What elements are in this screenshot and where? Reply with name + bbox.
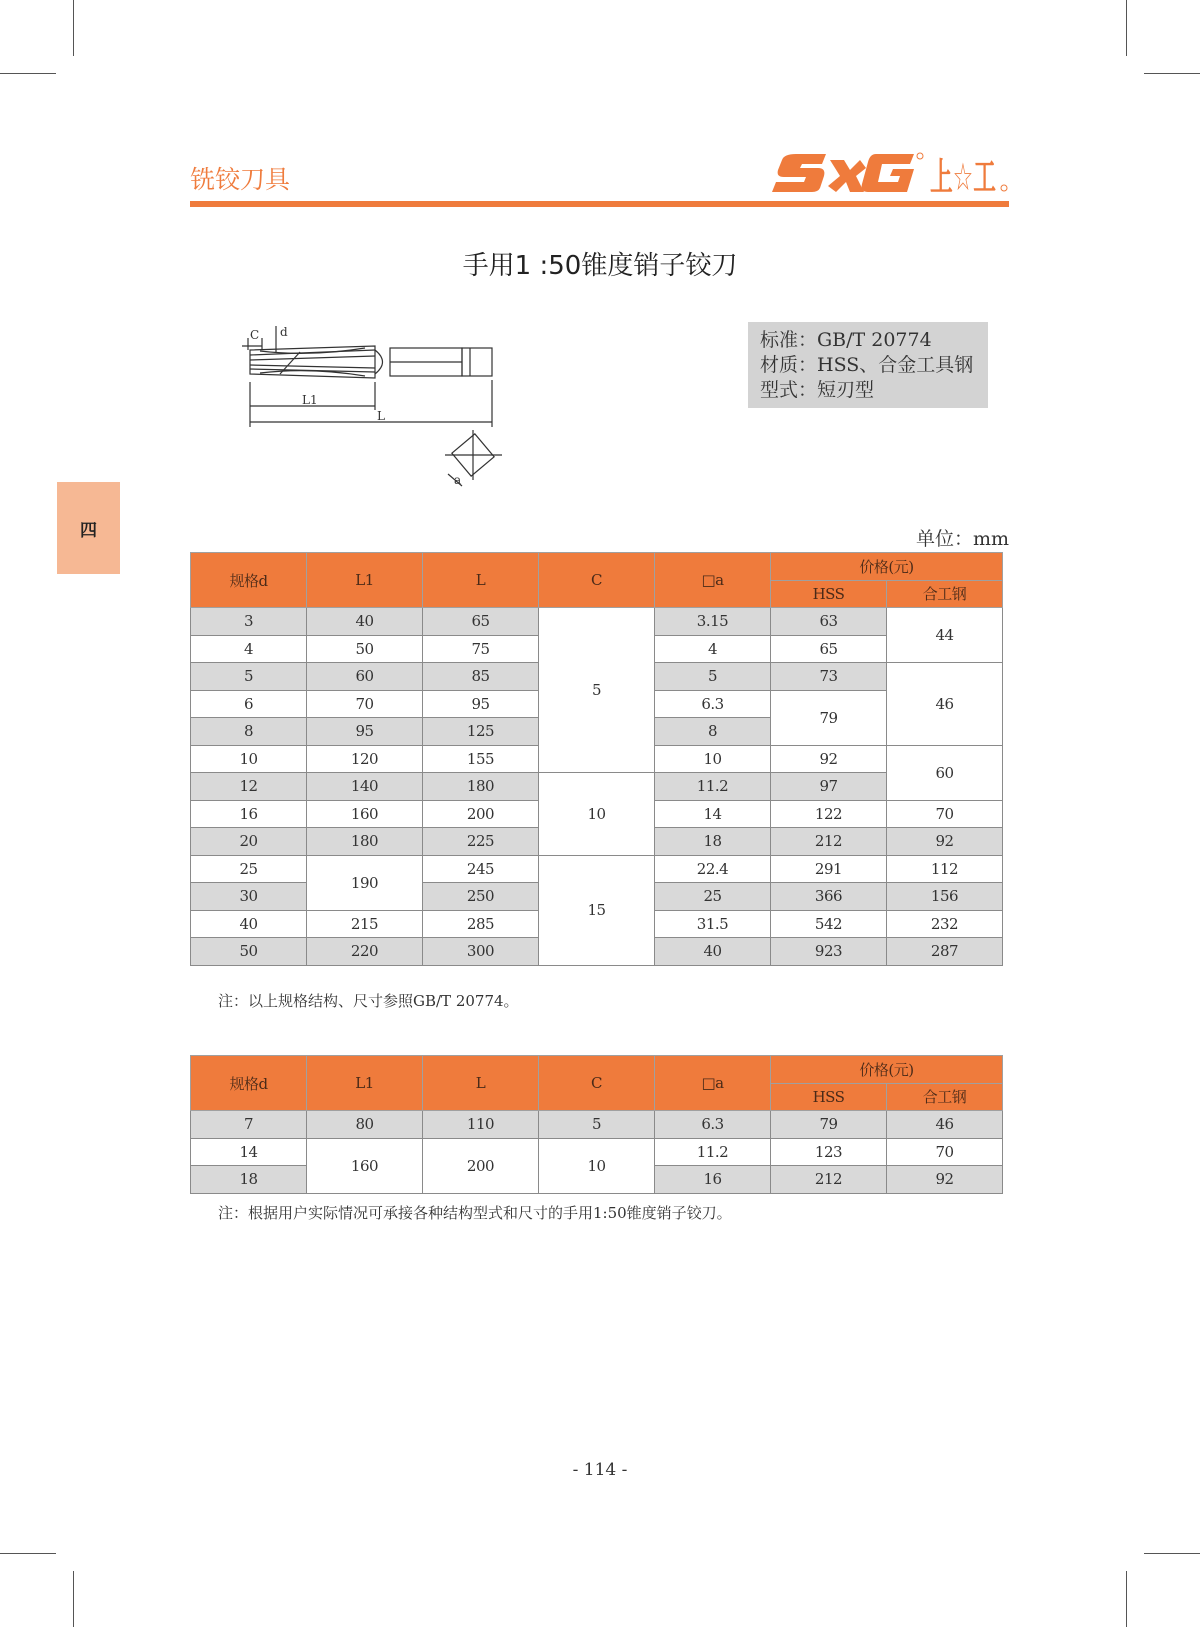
spec-box <box>748 322 988 408</box>
label-a: a <box>454 473 462 487</box>
cell-d: 30 <box>191 883 307 911</box>
col-header-l: L <box>423 1056 539 1111</box>
table-row <box>191 608 1003 636</box>
cell-d: 50 <box>191 938 307 966</box>
col-header-alloy: 合工钢 <box>887 580 1003 608</box>
label-d: d <box>280 325 288 339</box>
cell-l: 95 <box>423 690 539 718</box>
cell-l: 75 <box>423 635 539 663</box>
cell-a: 6.3 <box>655 690 771 718</box>
col-header-l1: L1 <box>307 553 423 608</box>
table-row <box>191 773 1003 801</box>
cell-l1: 180 <box>307 828 423 856</box>
spec-type: 型式：短刃型 <box>760 379 875 401</box>
page-title: 手用1 :50锥度销子铰刀 <box>462 251 738 281</box>
cell-l1: 215 <box>307 910 423 938</box>
cell-l: 155 <box>423 745 539 773</box>
cell-d: 10 <box>191 745 307 773</box>
cell-hss: 212 <box>771 1166 887 1194</box>
cell-a: 4 <box>655 635 771 663</box>
cell-l: 285 <box>423 910 539 938</box>
cell-a: 6.3 <box>655 1111 771 1139</box>
cell-hss: 97 <box>771 773 887 801</box>
col-header-c: C <box>539 1056 655 1111</box>
cell-a: 8 <box>655 718 771 746</box>
label-l1: L1 <box>302 393 318 407</box>
cell-l1: 70 <box>307 690 423 718</box>
cell-alloy: 112 <box>887 855 1003 883</box>
cell-hss: 542 <box>771 910 887 938</box>
col-header-d: 规格d <box>191 1056 307 1111</box>
cell-a: 31.5 <box>655 910 771 938</box>
cell-d: 6 <box>191 690 307 718</box>
cell-d: 8 <box>191 718 307 746</box>
cell-l: 225 <box>423 828 539 856</box>
col-header-l1: L1 <box>307 1056 423 1111</box>
cell-a: 40 <box>655 938 771 966</box>
col-header-hss: HSS <box>771 1083 887 1111</box>
reamer-drawing <box>240 322 530 497</box>
spec-table-1 <box>190 552 1003 966</box>
cell-l1: 120 <box>307 745 423 773</box>
col-header-price: 价格(元) <box>771 553 1003 581</box>
cell-d: 14 <box>191 1138 307 1166</box>
brand-logo <box>770 150 1010 199</box>
cell-a: 18 <box>655 828 771 856</box>
chapter-tab: 四 <box>57 482 120 574</box>
cell-l1: 60 <box>307 663 423 691</box>
cell-alloy: 44 <box>887 608 1003 663</box>
cell-d: 16 <box>191 800 307 828</box>
cell-d: 25 <box>191 855 307 883</box>
cell-hss: 212 <box>771 828 887 856</box>
cell-l1: 140 <box>307 773 423 801</box>
cell-a: 10 <box>655 745 771 773</box>
cell-hss: 122 <box>771 800 887 828</box>
cell-l: 65 <box>423 608 539 636</box>
crop-mark <box>73 0 74 56</box>
cell-l1: 190 <box>307 855 423 910</box>
cell-hss: 923 <box>771 938 887 966</box>
crop-mark <box>73 1571 74 1627</box>
col-header-a: □a <box>655 553 771 608</box>
cell-hss: 73 <box>771 663 887 691</box>
cell-l: 180 <box>423 773 539 801</box>
cell-d: 4 <box>191 635 307 663</box>
cell-alloy: 156 <box>887 883 1003 911</box>
cell-c: 5 <box>539 608 655 773</box>
col-header-alloy: 合工钢 <box>887 1083 1003 1111</box>
cell-d: 7 <box>191 1111 307 1139</box>
cell-l: 250 <box>423 883 539 911</box>
cell-d: 18 <box>191 1166 307 1194</box>
cell-a: 22.4 <box>655 855 771 883</box>
cell-alloy: 92 <box>887 828 1003 856</box>
cell-hss: 123 <box>771 1138 887 1166</box>
cell-hss: 79 <box>771 690 887 745</box>
crop-mark <box>0 1553 56 1554</box>
cell-l1: 80 <box>307 1111 423 1139</box>
cell-l1: 160 <box>307 800 423 828</box>
table-row <box>191 1111 1003 1139</box>
cell-alloy: 46 <box>887 1111 1003 1139</box>
cell-c: 5 <box>539 1111 655 1139</box>
col-header-hss: HSS <box>771 580 887 608</box>
cell-d: 5 <box>191 663 307 691</box>
brand-cn-text: 上☆工 <box>930 155 996 199</box>
cell-a: 3.15 <box>655 608 771 636</box>
col-header-price: 价格(元) <box>771 1056 1003 1084</box>
cell-alloy: 92 <box>887 1166 1003 1194</box>
cell-a: 11.2 <box>655 773 771 801</box>
table-1-note: 注：以上规格结构、尺寸参照GB/T 20774。 <box>218 992 519 1010</box>
section-title: 铣铰刀具 <box>190 165 291 194</box>
cell-alloy: 46 <box>887 663 1003 746</box>
cell-l1: 40 <box>307 608 423 636</box>
crop-mark <box>0 73 56 74</box>
cell-alloy: 287 <box>887 938 1003 966</box>
cell-d: 3 <box>191 608 307 636</box>
cell-alloy: 60 <box>887 745 1003 800</box>
cell-l: 85 <box>423 663 539 691</box>
crop-mark <box>1126 0 1127 56</box>
table-2-note: 注：根据用户实际情况可承接各种结构型式和尺寸的手用1:50锥度销子铰刀。 <box>218 1204 732 1222</box>
cell-l1: 95 <box>307 718 423 746</box>
cell-alloy: 232 <box>887 910 1003 938</box>
cell-l: 300 <box>423 938 539 966</box>
cell-l1: 50 <box>307 635 423 663</box>
cell-l: 200 <box>423 1138 539 1193</box>
cell-hss: 92 <box>771 745 887 773</box>
spec-material: 材质：HSS、合金工具钢 <box>760 354 974 376</box>
spec-standard: 标准：GB/T 20774 <box>760 329 932 351</box>
cell-l1: 160 <box>307 1138 423 1193</box>
crop-mark <box>1126 1571 1127 1627</box>
cell-hss: 79 <box>771 1111 887 1139</box>
crop-mark <box>1144 1553 1200 1554</box>
unit-label: 单位：mm <box>915 528 1009 550</box>
cell-c: 15 <box>539 855 655 965</box>
crop-mark <box>1144 73 1200 74</box>
label-l: L <box>377 409 385 423</box>
cell-l1: 220 <box>307 938 423 966</box>
col-header-d: 规格d <box>191 553 307 608</box>
cell-d: 20 <box>191 828 307 856</box>
cell-l: 245 <box>423 855 539 883</box>
cell-l: 110 <box>423 1111 539 1139</box>
sg-logo-mark <box>772 154 914 192</box>
cell-a: 25 <box>655 883 771 911</box>
cell-a: 5 <box>655 663 771 691</box>
table-row <box>191 855 1003 883</box>
col-header-a: □a <box>655 1056 771 1111</box>
cell-d: 40 <box>191 910 307 938</box>
cell-hss: 366 <box>771 883 887 911</box>
spec-table-2 <box>190 1055 1003 1194</box>
cell-hss: 65 <box>771 635 887 663</box>
header-rule <box>190 201 1009 207</box>
table-row <box>191 1138 1003 1166</box>
cell-c: 10 <box>539 773 655 856</box>
cell-alloy: 70 <box>887 1138 1003 1166</box>
label-c: C <box>250 328 260 342</box>
cell-l: 125 <box>423 718 539 746</box>
cell-a: 16 <box>655 1166 771 1194</box>
col-header-l: L <box>423 553 539 608</box>
page-number: - 114 - <box>572 1460 628 1480</box>
cell-a: 11.2 <box>655 1138 771 1166</box>
cell-hss: 63 <box>771 608 887 636</box>
cell-l: 200 <box>423 800 539 828</box>
cell-a: 14 <box>655 800 771 828</box>
col-header-c: C <box>539 553 655 608</box>
cell-alloy: 70 <box>887 800 1003 828</box>
cell-c: 10 <box>539 1138 655 1193</box>
cell-d: 12 <box>191 773 307 801</box>
cell-hss: 291 <box>771 855 887 883</box>
